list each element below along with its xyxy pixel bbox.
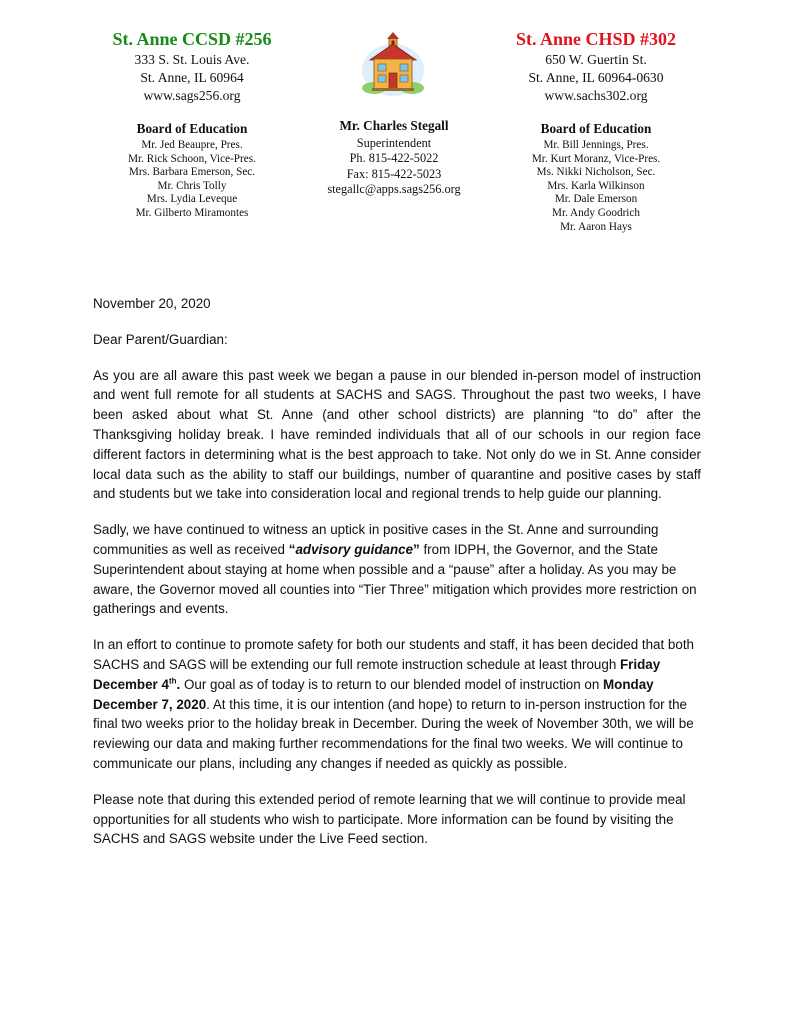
right-board-member: Mr. Aaron Hays [560,220,632,233]
left-board-title: Board of Education [136,121,248,136]
letter-paragraph-3 [93,635,701,774]
left-board-member: Mr. Jed Beaupre, Pres. [141,139,243,151]
right-board-title: Board of Education [540,121,652,136]
paragraph-3-text-c: . At this time, it is our intention (and hope) to return to in-person instruction for the final two weeks prior to the holiday break in December. During the week of November 30th, we will be reviewing our data and making further recommendations for the final two weeks. We will continue to communicate our plans, including any changes if needed as quickly as possible. [93,696,694,771]
right-board-member: Ms. Nikki Nicholson, Sec. [536,166,656,179]
left-board-member: Mr. Rick Schoon, Vice-Pres. [128,152,256,165]
superintendent-title: Superintendent [356,136,432,150]
ordinal-suffix: th [168,676,177,686]
superintendent-name: Mr. Charles Stegall [339,118,449,133]
left-board-member: Mrs. Barbara Emerson, Sec. [128,166,256,179]
advisory-guidance-emphasis: advisory guidance [295,541,414,557]
right-board-member: Mr. Andy Goodrich [552,206,640,219]
superintendent-block [294,118,494,198]
right-board-member: Mr. Kurt Moranz, Vice-Pres. [531,152,661,165]
paragraph-2-text-b: from IDPH, the Governor, and the State Superintendent about staying at home when possible and a “pause” after a holiday. As you may be aware, the Governor moved all counties into “Tier Three” mitigation which provides more restriction on gatherings and events. [93,541,697,617]
left-district-website: www.sags256.org [143,88,241,103]
left-board-member: Mrs. Lydia Leveque [146,193,238,206]
monday-date-emphasis: Monday December 7, 2020 [93,676,654,712]
friday-date-period: . [176,676,181,692]
letter-paragraph-1: As you are all aware this past week we began a pause in our blended in-person model of instruction and went full remote for all students at SACHS and SAGS. Throughout the past two weeks, I have been asked about what St. Anne (and other school districts) are planning “to do” after the Thanksgiving holiday break. I have reminded individuals that all of our schools in our region face different factors in determining what is the best approach to take. Not only do we in St. Anne consider local data such as the ability to staff our buildings, number of quarantine and positive cases by staff and students but we take into consideration local and regional trends to help guide our planning. [93,367,701,502]
left-district-address-line1: 333 S. St. Louis Ave. [134,52,250,67]
left-district-name: St. Anne CCSD #256 [112,29,272,49]
left-board-member: Mr. Gilberto Miramontes [135,206,249,219]
quote-close: ” [413,541,420,557]
left-district-address-line2: St. Anne, IL 60964 [140,70,244,85]
right-district-address-line2: St. Anne, IL 60964-0630 [528,70,664,85]
letter-date: November 20, 2020 [93,296,211,311]
right-board-member: Mrs. Karla Wilkinson [547,179,645,192]
quote-open: “ [288,541,296,557]
letter-body [93,294,701,865]
right-district-website: www.sachs302.org [544,88,648,103]
right-board-member: Mr. Dale Emerson [554,193,638,206]
right-district-block [496,28,696,234]
paragraph-2-text-a: Sadly, we have continued to witness an uptick in positive cases in the St. Anne and surrounding communities as well as received [93,522,659,557]
superintendent-phone: Ph. 815-422-5022 [349,151,439,166]
letter-salutation: Dear Parent/Guardian: [93,331,228,347]
superintendent-fax: Fax: 815-422-5023 [346,166,442,181]
paragraph-3-text-b: Our goal as of today is to return to our blended model of instruction on [180,676,604,692]
letter-paragraph-2 [93,520,701,619]
friday-date-emphasis: Friday December 4 [93,656,661,692]
superintendent-email[interactable]: stegallc@apps.sags256.org [327,182,461,197]
left-district-block [92,28,292,221]
schoolhouse-icon [360,30,426,100]
right-district-name: St. Anne CHSD #302 [515,29,677,49]
letter-paragraph-4: Please note that during this extended period of remote learning that we will continue to provide meal opportunities for all students who wish to participate. More information can be found by visiting the SACHS and SAGS website under the Live Feed section. [93,791,686,847]
right-board-member: Mr. Bill Jennings, Pres. [543,139,649,151]
paragraph-3-text-a: In an effort to continue to promote safety for both our students and staff, it has been decided that both SACHS and SAGS will be extending our full remote instruction schedule at least through [93,637,694,672]
right-district-address-line1: 650 W. Guertin St. [545,52,647,67]
left-board-member: Mr. Chris Tolly [157,179,227,192]
